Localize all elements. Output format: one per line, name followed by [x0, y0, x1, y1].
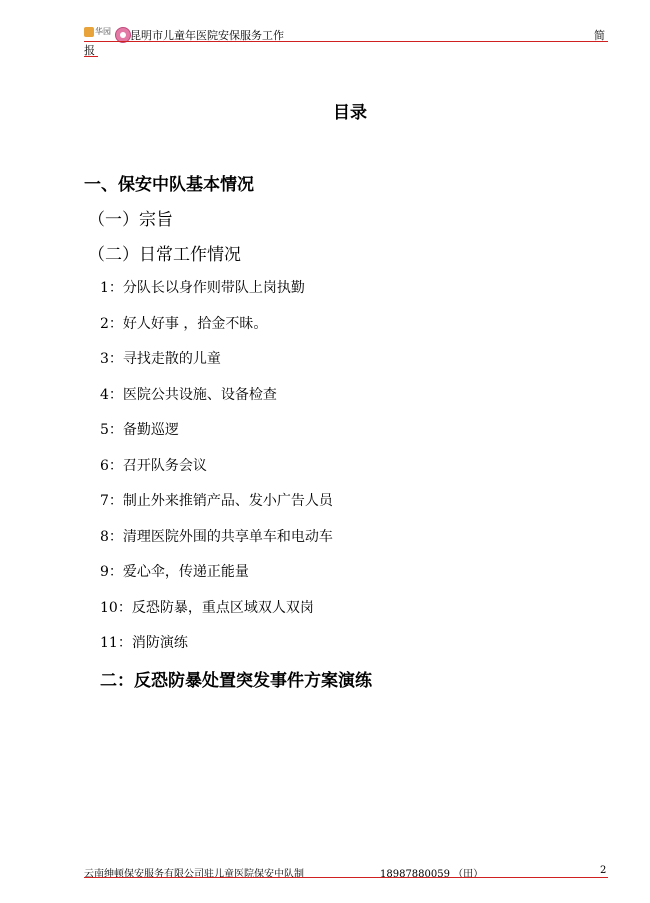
footer-company: 云南绅顿保安服务有限公司驻儿童医院保安中队制	[84, 869, 304, 880]
list-item: 5：备勤巡逻	[100, 422, 179, 438]
logo-text: 华园	[95, 27, 111, 36]
footer-rule	[84, 877, 608, 878]
company-logo	[84, 27, 114, 39]
logo-square-icon	[84, 27, 94, 37]
toc-title: 目录	[333, 103, 367, 123]
header-title: 昆明市儿童年医院安保服务工作	[130, 29, 284, 42]
list-item: 11：消防演练	[100, 635, 188, 651]
subsection-daily-work: （二）日常工作情况	[88, 245, 241, 265]
header-wrap-char: 报	[84, 44, 95, 57]
list-item: 2：好人好事 ，拾金不昧。	[100, 316, 268, 332]
list-item: 8：清理医院外围的共享单车和电动车	[100, 529, 333, 545]
section-heading-1: 一、保安中队基本情况	[84, 175, 254, 195]
page-header	[0, 0, 650, 60]
list-item: 10：反恐防暴，重点区域双人双岗	[100, 600, 314, 616]
list-item: 3：寻找走散的儿童	[100, 351, 221, 367]
header-right-char: 简	[594, 29, 605, 42]
footer-phone: 18987880059 （田）	[380, 869, 484, 880]
header-wrap-rule	[84, 56, 98, 57]
section-heading-2: 二：反恐防暴处置突发事件方案演练	[100, 671, 372, 691]
subsection-purpose: （一）宗旨	[88, 210, 173, 230]
list-item: 9：爱心伞，传递正能量	[100, 564, 249, 580]
header-rule	[84, 41, 608, 42]
list-item: 1：分队长以身作则带队上岗执勤	[100, 280, 305, 296]
page-number: 2	[600, 865, 607, 876]
list-item: 4：医院公共设施、设备检查	[100, 387, 277, 403]
list-item: 6：召开队务会议	[100, 458, 207, 474]
list-item: 7：制止外来推销产品、发小广告人员	[100, 493, 333, 509]
